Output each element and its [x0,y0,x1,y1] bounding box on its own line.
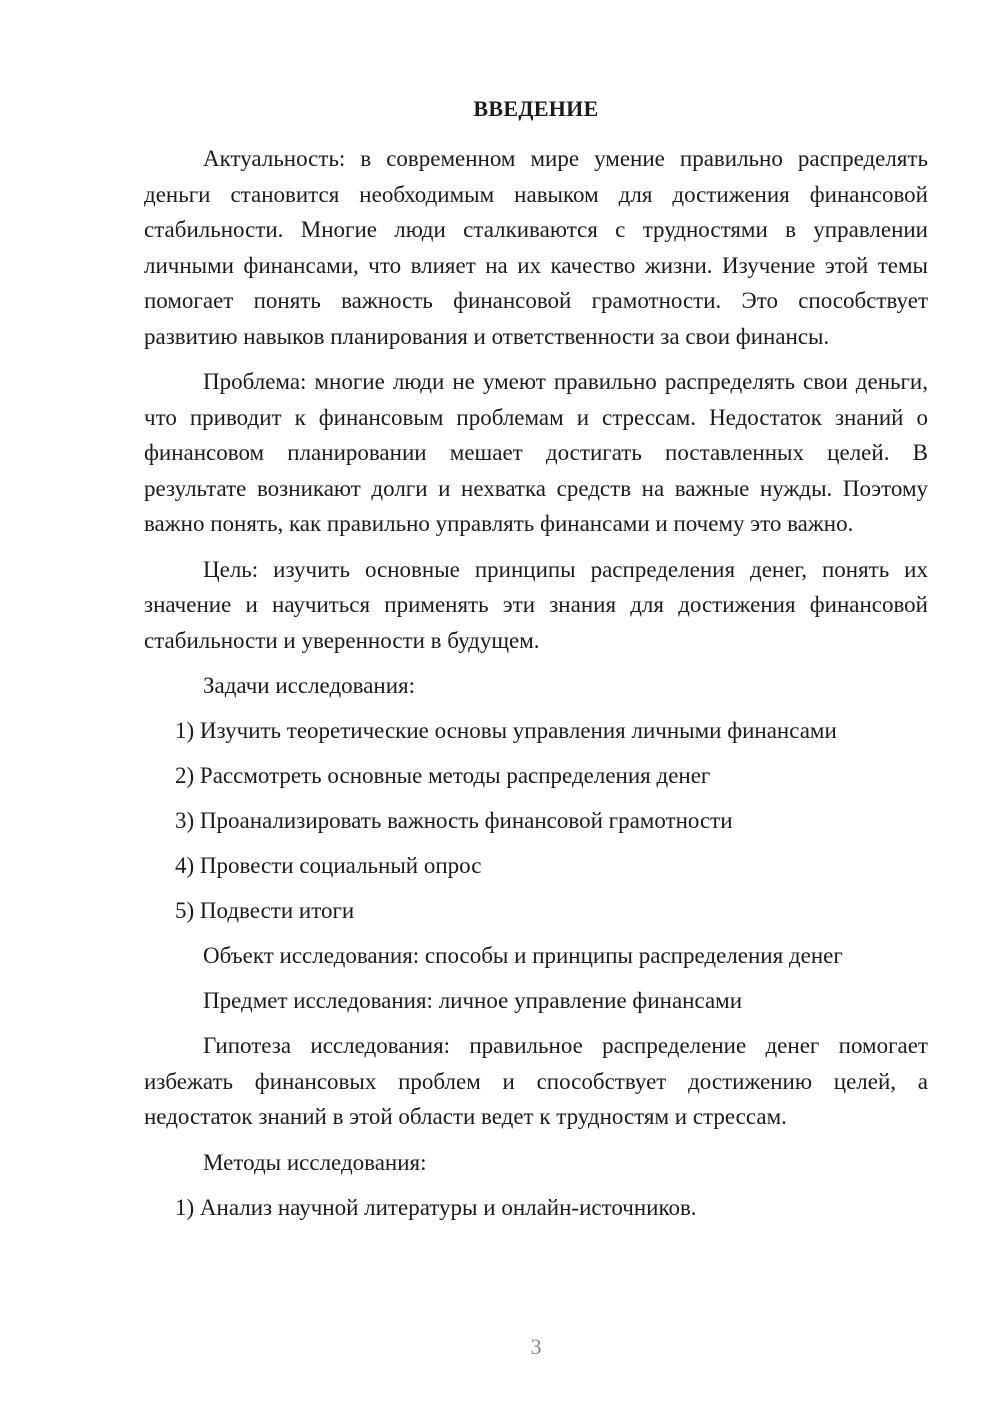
methods-heading: Методы исследования: [203,1149,427,1175]
research-subject: Предмет исследования: личное управление финансами [203,988,743,1013]
page-title: ВВЕДЕНИЕ [473,96,599,121]
task-item-4: 4) Провести социальный опрос [175,853,482,878]
task-item-2: 2) Рассмотреть основные методы распределения денег [175,763,711,788]
research-object: Объект исследования: способы и принципы распределения денег [203,943,843,968]
task-item-1: 1) Изучить теоретические основы управления личными финансами [175,718,837,743]
method-item-1: 1) Анализ научной литературы и онлайн-источников. [175,1194,697,1220]
hypothesis-paragraph: Гипотеза исследования: правильное распределение денег помогает избежать финансовых проблем и способствует достижению целей, а недостаток знаний в этой области ведет к трудностям и стрессам. [144,1033,928,1129]
actuality-paragraph: Актуальность: в современном мире умение правильно распределять деньги становится необходимым навыком для достижения финансовой стабильности. Многие люди сталкиваются с трудностями в управлении личными финансами, что влияет на их качество жизни. Изучение этой темы помогает понять важность финансовой грамотности. Это способствует развитию навыков планирования и ответственности за свои финансы. [144,146,928,349]
tasks-heading: Задачи исследования: [203,673,416,698]
goal-paragraph: Цель: изучить основные принципы распределения денег, понять их значение и научиться применять эти знания для достижения финансовой стабильности и уверенности в будущем. [144,556,928,653]
task-item-3: 3) Проанализировать важность финансовой грамотности [175,808,733,833]
page-number: 3 [530,1334,542,1359]
document-body [144,141,928,1235]
problem-paragraph: Проблема: многие люди не умеют правильно распределять свои деньги, что приводит к финансовым проблемам и стрессам. Недостаток знаний о финансовом планировании мешает достигать поставленных целей. В результате возникают долги и нехватка средств на важные нужды. Поэтому важно понять, как правильно управлять финансами и почему это важно. [144,369,928,536]
task-item-5: 5) Подвести итоги [175,898,355,923]
